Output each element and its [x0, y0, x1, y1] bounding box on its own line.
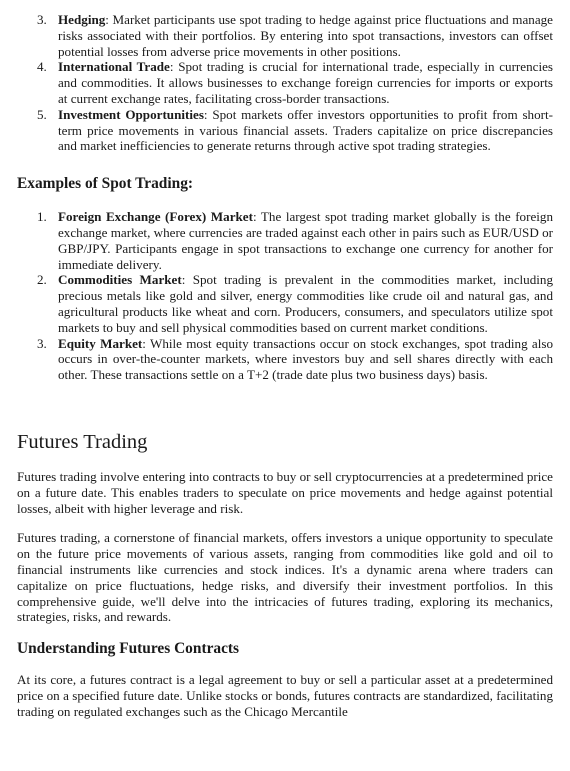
- list-number: 5.: [37, 106, 47, 122]
- list-term: Commodities Market: [58, 272, 182, 288]
- list-item: [17, 336, 553, 383]
- futures-paragraph-1: Futures trading involve entering into contracts to buy or sell cryptocurrencies at a predetermined price on a future date. This enables traders to speculate on price movements and hedge against potential losses, albeit with higher leverage and risk.: [17, 468, 553, 516]
- list-number: 4.: [37, 59, 47, 75]
- list-term: International Trade: [58, 59, 170, 75]
- futures-paragraph-2: Futures trading, a cornerstone of financial markets, offers investors a unique opportunity to speculate on the future price movements of various assets, ranging from commodities like gold and oil to financial instruments like currencies and stock indices. It's a dynamic arena where traders can capitalize on price fluctuations, hedge risks, and diversify their investment portfolios. In this comprehensive guide, we'll delve into the intricacies of futures trading, exploring its mechanics, strategies, risks, and rewards.: [17, 530, 553, 625]
- list-item: [17, 272, 553, 335]
- list-term: Hedging: [58, 12, 106, 27]
- futures-paragraph-3: At its core, a futures contract is a legal agreement to buy or sell a particular asset at a predetermined price on a specified future date. Unlike stocks or bonds, futures contracts are standardized, facilitating trading on regulated exchanges such as the Chicago Mercantile: [17, 672, 553, 719]
- list-item: [17, 209, 553, 272]
- examples-list: [17, 209, 553, 383]
- list-term: Foreign Exchange (Forex) Market: [58, 209, 253, 225]
- list-text: : The largest spot trading market globally is the foreign exchange market, where currencies are traded against each other in pairs such as EUR/USD or GBP/JPY. Participants engage in spot transactions to exchange one currency for another for immediate delivery.: [58, 209, 554, 272]
- list-term: Equity Market: [58, 335, 143, 351]
- list-number: 1.: [37, 209, 47, 225]
- list-number: 3.: [37, 12, 47, 27]
- list-text: : Market participants use spot trading to hedge against price fluctuations and manage risks associated with their portfolios. By entering into spot transactions, investors can offset potential losses from adverse price movements in other positions.: [58, 12, 553, 59]
- list-text: : While most equity transactions occur on stock exchanges, spot trading also occurs in over-the-counter markets, where investors buy and sell shares directly with each other. These transactions settle on a T+2 (trade date plus two business days) basis.: [58, 335, 553, 383]
- futures-heading: Futures Trading: [17, 430, 148, 453]
- list-number: 3.: [37, 335, 47, 351]
- benefits-list: [17, 12, 553, 154]
- list-item: [17, 12, 553, 59]
- list-text: : Spot markets offer investors opportunities to profit from short-term price movements in various financial assets. Traders capitalize on price discrepancies and market inefficiencies to generate returns through active spot trading strategies.: [58, 106, 553, 154]
- list-text: : Spot trading is prevalent in the commodities market, including precious metals like gold and silver, energy commodities like crude oil and natural gas, and agricultural products like wheat and corn. Producers, consumers, and speculators utilize spot markets to buy and sell physical commodities based on current market conditions.: [58, 272, 553, 335]
- futures-contracts-heading: Understanding Futures Contracts: [17, 640, 240, 658]
- list-item: [17, 107, 553, 154]
- list-text: : Spot trading is crucial for international trade, especially in currencies and commodities. It allows businesses to exchange foreign currencies for imports or exports at current exchange rates, facilitating cross-border transactions.: [58, 59, 554, 106]
- list-number: 2.: [37, 272, 47, 288]
- list-item: [17, 59, 553, 106]
- list-term: Investment Opportunities: [58, 106, 204, 122]
- examples-heading: Examples of Spot Trading:: [17, 175, 194, 193]
